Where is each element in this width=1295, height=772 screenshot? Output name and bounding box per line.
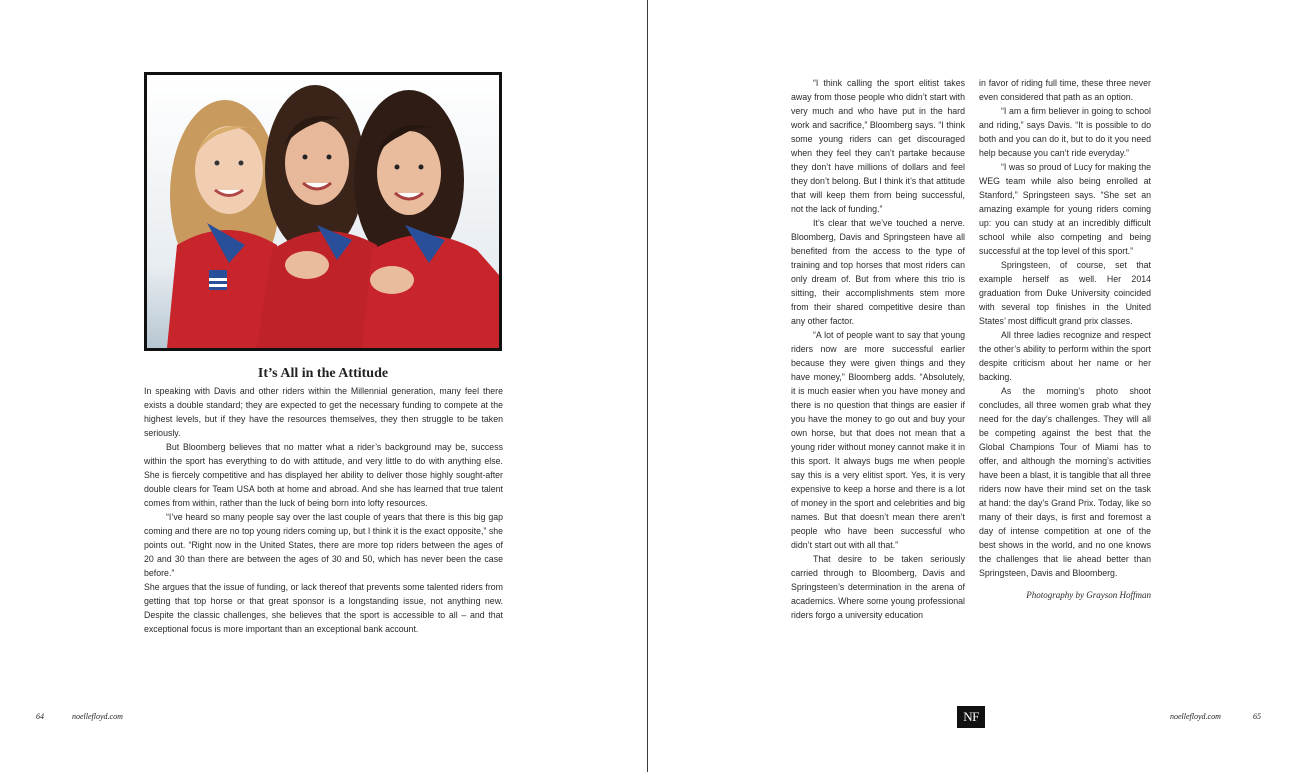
paragraph: That desire to be taken seriously carried through to Bloomberg, Davis and Springsteen’s determination in the arena of academics. Where some young professional riders forgo a university education	[791, 554, 965, 620]
left-column	[144, 384, 503, 636]
paragraph: In speaking with Davis and other riders within the Millennial generation, many feel there exists a double standard; they are expected to get the necessary funding to compete at the highest levels, but if they have the resources themselves, they then struggle to be taken seriously.	[144, 386, 503, 438]
right-column	[979, 76, 1151, 602]
paragraph: “I am a firm believer in going to school and riding,” says Davis. “It is possible to do both and you can do it, but to do it you need help because you can’t ride everyday.”	[979, 106, 1151, 158]
paragraph: It’s clear that we’ve touched a nerve. Bloomberg, Davis and Springsteen have all benefited from the access to the type of training and top horses that most riders can only dream of. But from where this trio is sitting, their accomplishments stem more from their shared competitive desire than any other factor.	[791, 218, 965, 326]
paragraph: “I think calling the sport elitist takes away from those people who didn’t start with very much and who have put in the hard work and sacrifice,” Bloomberg says. “I think some young riders can get discouraged when they feel they can’t partake because they don’t have millions of dollars and feel they don’t belong. But I think it’s that attitude that will keep them from being successful, not the lack of funding.”	[791, 78, 965, 214]
paragraph: “A lot of people want to say that young riders now are more successful earlier because they were given things and they have money,” Bloomberg adds. “Absolutely, it is much easier when you have money and there is no question that things are easier if you have the money to go out and buy your own horse, but that does not mean that a young rider without money cannot make it in this sport. It always bugs me when people say this is a very elitist sport. Yes, it is very expensive to keep a horse and there is a lot of money in the sport and celebrities and big names. But that doesn’t mean there aren’t people who have been successful who didn’t start out with all that.”	[791, 330, 965, 550]
paragraph: Springsteen, of course, set that example herself as well. Her 2014 graduation from Duke University coincided with several top finishes in the United States’ most difficult grand prix classes.	[979, 260, 1151, 326]
paragraph: All three ladies recognize and respect the other’s ability to perform within the sport despite criticism about her name or her backing.	[979, 330, 1151, 382]
paragraph: She argues that the issue of funding, or lack thereof that prevents some talented riders from getting that top horse or that great sponsor is a longstanding issue, not anything new. Despite the classic challenges, she believes that the sport is accessible to all – and that exceptional focus is more important than an exceptional bank account.	[144, 582, 503, 634]
page-number-left: 64	[36, 712, 44, 721]
paragraph: But Bloomberg believes that no matter what a rider’s background may be, success within the sport has everything to do with attitude, and very little to do with anything else. She is fiercely competitive and has displayed her ability to deliver those highly sought-after double clears for Team USA both at home and abroad. And she has learned that true talent comes from within, rather than the luck of being born into lofty resources.	[144, 442, 503, 508]
page-number-right: 65	[1253, 712, 1261, 721]
team-photo-illustration	[147, 75, 499, 348]
section-heading: It’s All in the Attitude	[257, 366, 389, 381]
site-url-left: noellefloyd.com	[72, 712, 123, 721]
team-photo	[144, 72, 502, 351]
page-gutter	[647, 0, 648, 772]
paragraph: in favor of riding full time, these three never even considered that path as an option.	[979, 78, 1151, 102]
middle-column	[791, 76, 965, 622]
paragraph: “I’ve heard so many people say over the last couple of years that there is this big gap coming and there are no top young riders coming up, but I think it is the exact opposite,” she points out. “Right now in the United States, there are more top riders between the ages of 20 and 30 than there are between the ages of 30 and 50, which has never been the case before.”	[144, 512, 503, 578]
paragraph: As the morning’s photo shoot concludes, all three women grab what they need for the day’s challenges. They will all be competing against the best that the Global Champions Tour of Miami has to offer, and although the morning’s activities have been a blast, it is tangible that all three riders now have their mind set on the task at hand: the day’s Grand Prix. Today, like so many of their days, is first and foremost a day of intense competition at one of the best shows in the world, and no one knows the challenges that lie ahead better than Springsteen, Davis and Bloomberg.	[979, 386, 1151, 578]
site-url-right: noellefloyd.com	[1170, 712, 1221, 721]
nf-logo: NF	[957, 706, 985, 728]
paragraph: “I was so proud of Lucy for making the WEG team while also being enrolled at Stanford,” Springsteen says. “She set an amazing example for young riders coming up: you can study at an incredibly difficult school while also competing and being successful at the top level of this sport.”	[979, 162, 1151, 256]
photo-credit: Photography by Grayson Hoffman	[1026, 590, 1151, 600]
